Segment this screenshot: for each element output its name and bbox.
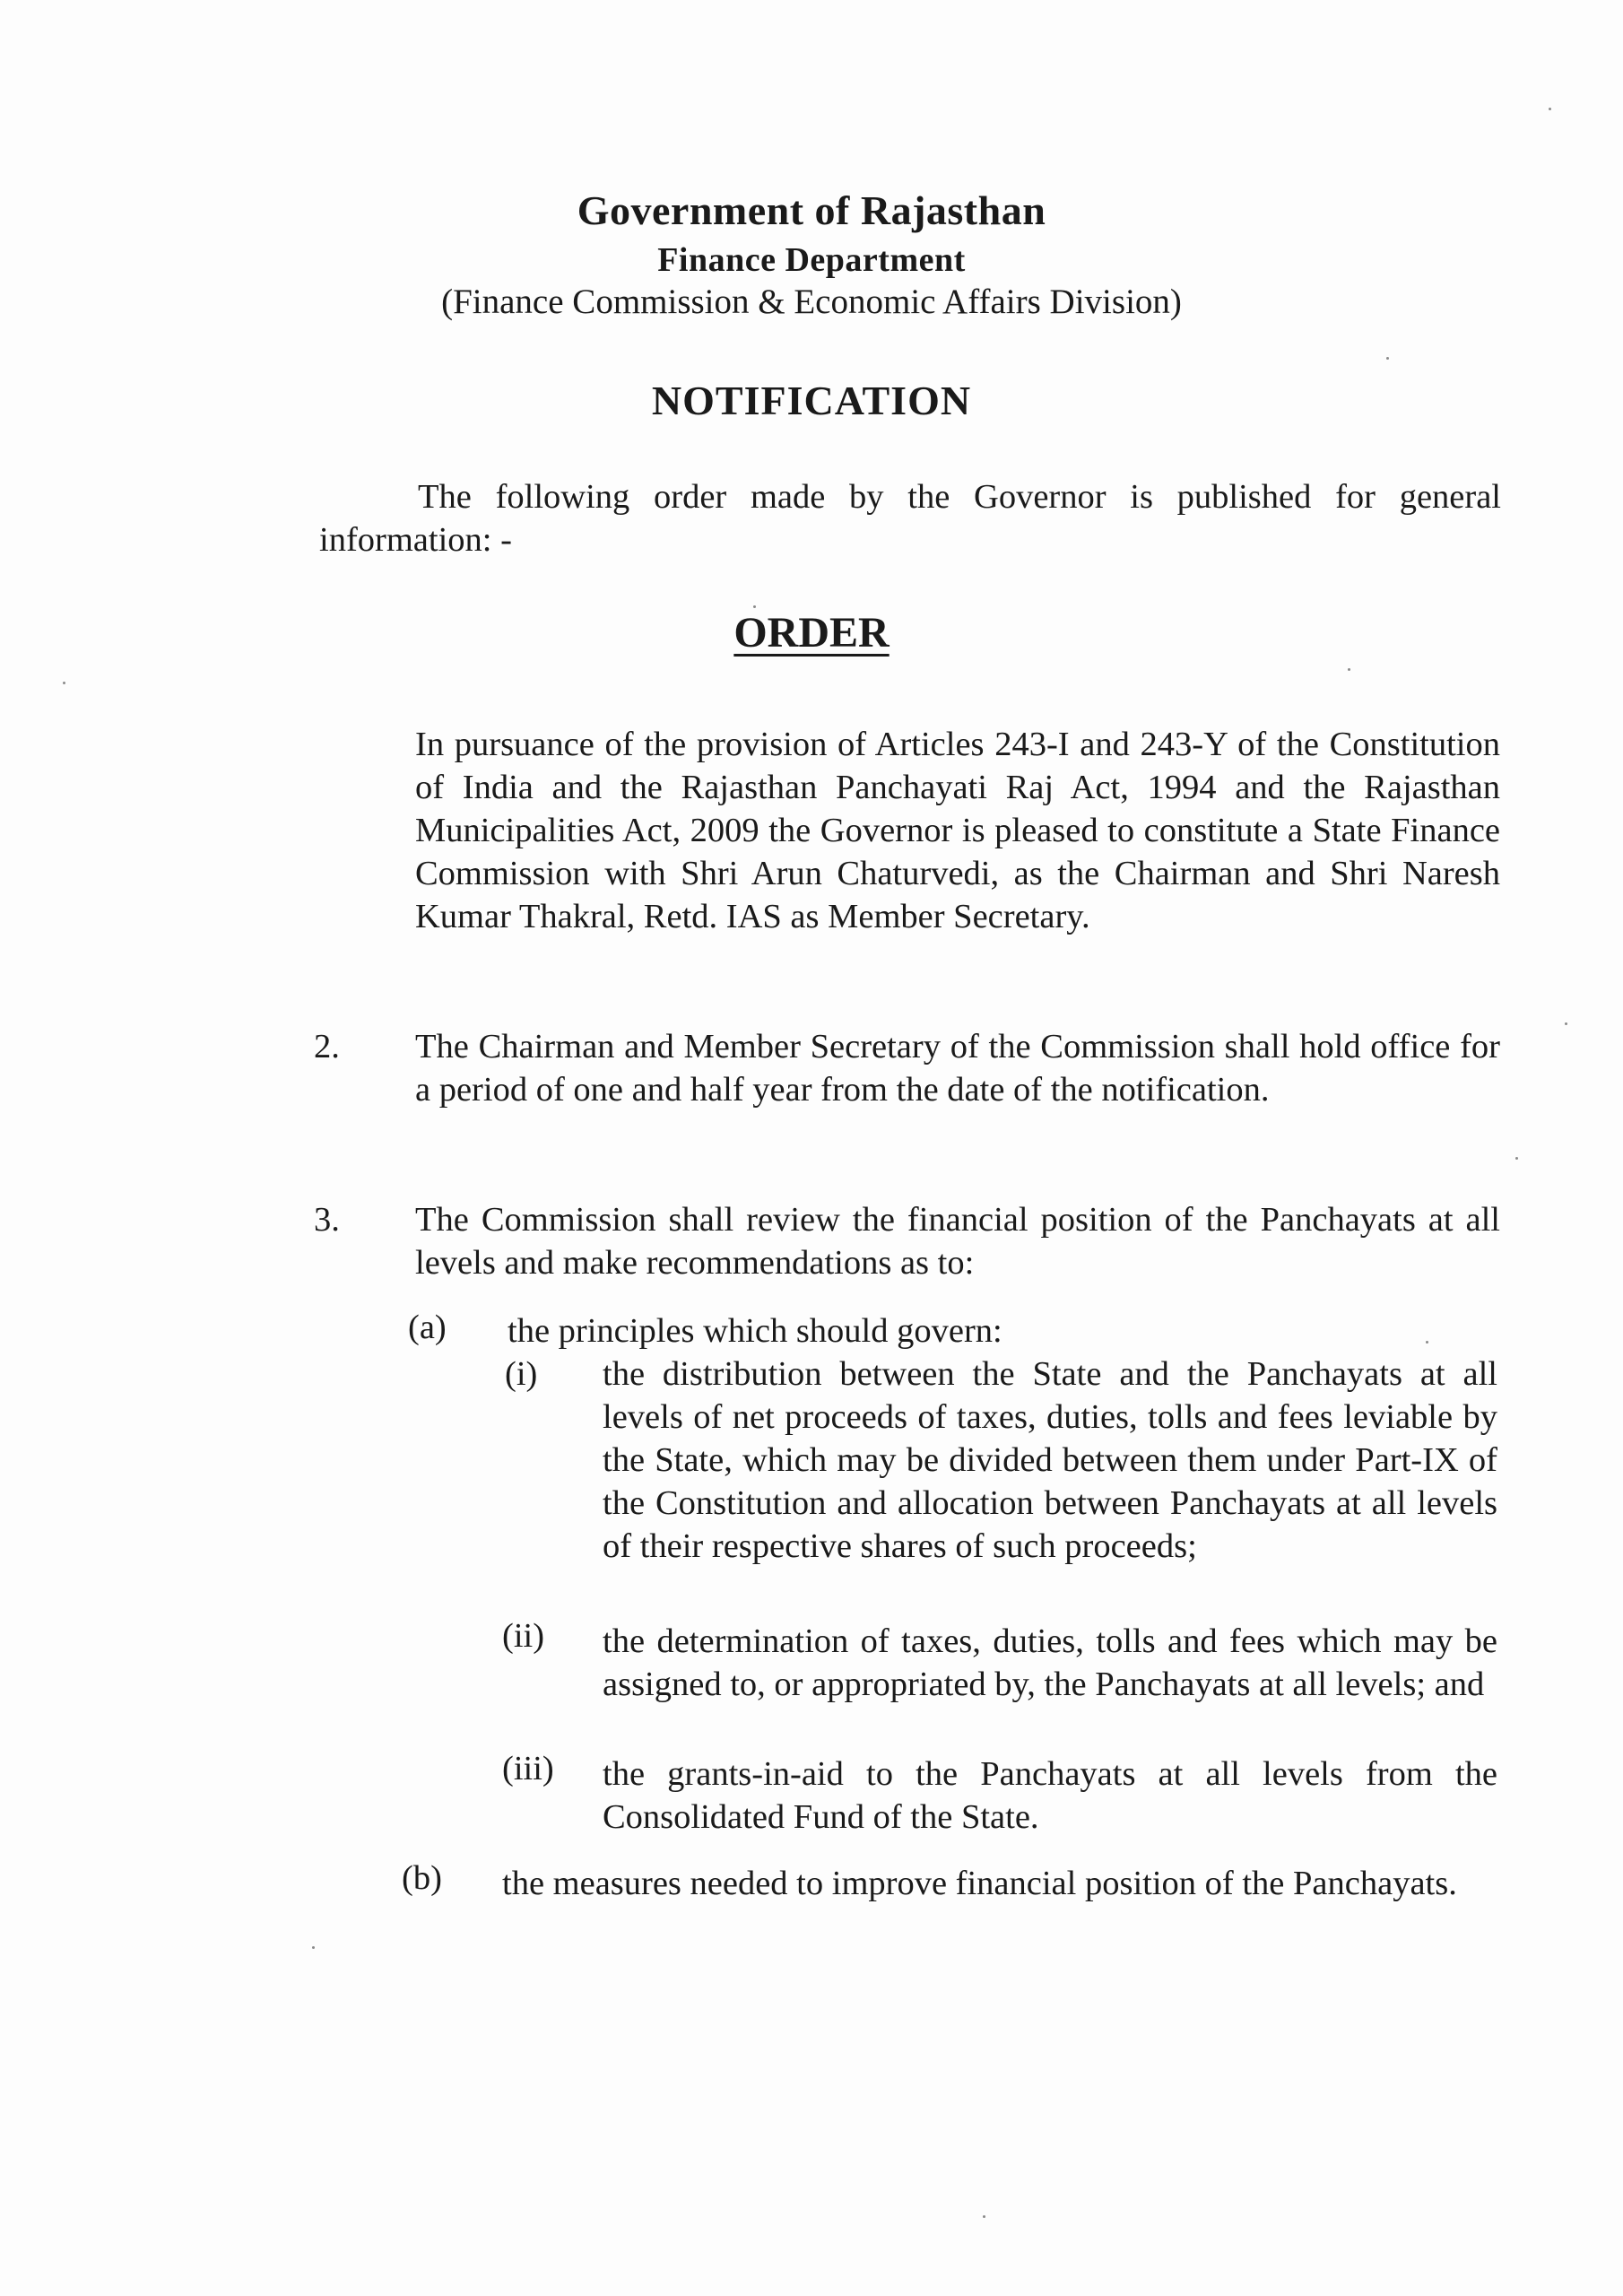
scan-speck [1549, 108, 1551, 110]
division-title: (Finance Commission & Economic Affairs Division) [441, 283, 1182, 321]
order-paragraph-2: The Chairman and Member Secretary of the Commission shall hold office for a period of one and half year from the date of the notification. [415, 1028, 1500, 1109]
item-a-text: the principles which should govern: [508, 1312, 1002, 1350]
item-iii-label: (iii) [502, 1750, 554, 1787]
scan-speck [753, 605, 756, 608]
order-paragraph-3: The Commission shall review the financial position of the Panchayats at all levels and make recommendations as to: [415, 1201, 1500, 1282]
scan-speck [312, 1946, 315, 1949]
notification-heading: NOTIFICATION [651, 378, 972, 423]
item-iii-text: the grants-in-aid to the Panchayats at all levels from the Consolidated Fund of the State. [603, 1755, 1497, 1836]
government-title: Government of Rajasthan [577, 187, 1046, 233]
scan-speck [1348, 668, 1350, 671]
scan-speck [1565, 1022, 1567, 1025]
item-a-label: (a) [408, 1309, 447, 1346]
department-title: Finance Department [657, 241, 966, 279]
order-heading: ORDER [733, 609, 890, 657]
scan-speck [63, 682, 65, 684]
item-i-label: (i) [505, 1355, 538, 1393]
item-ii-text: the determination of taxes, duties, tolls and fees which may be assigned to, or appropriated by, the Panchayats at all levels; and [603, 1622, 1497, 1703]
paragraph-3-number: 3. [314, 1201, 340, 1239]
item-b-text: the measures needed to improve financial position of the Panchayats. [502, 1865, 1457, 1902]
scan-speck [1515, 1157, 1518, 1160]
scan-speck [983, 2215, 985, 2218]
scan-speck [1426, 1341, 1428, 1344]
item-b-label: (b) [402, 1859, 442, 1897]
paragraph-2-number: 2. [314, 1028, 340, 1065]
order-paragraph-1: In pursuance of the provision of Articles 243-I and 243-Y of the Constitution of India and the Rajasthan Panchayati Raj Act, 1994 and the Rajasthan Municipalities Act, 2009 the Governor is pleased to constitute a State Finance Commission with Shri Arun Chaturvedi, as the Chairman and Shri Naresh Kumar Thakral, Retd. IAS as Member Secretary. [415, 726, 1500, 935]
item-i-text: the distribution between the State and the Panchayats at all levels of net proceeds of taxes, duties, tolls and fees leviable by the State, which may be divided between them under Part-IX of the Constitution and allocation between Panchayats at all levels of their respective shares of such proceeds; [603, 1355, 1497, 1565]
scan-speck [1386, 357, 1389, 360]
item-ii-label: (ii) [502, 1617, 545, 1655]
intro-paragraph: The following order made by the Governor is published for general information: - [319, 478, 1501, 559]
